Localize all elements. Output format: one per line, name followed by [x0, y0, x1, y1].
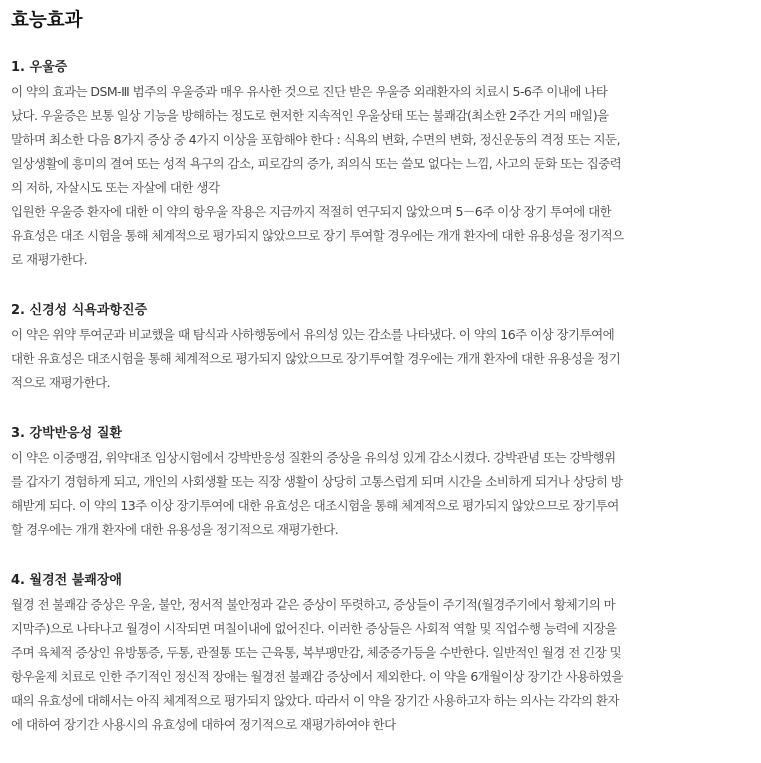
paragraph-line: 입원한 우울증 환자에 대한 이 약의 항우울 작용은 지금까지 적절히 연구되지 않았으며 5－6주 이상 장기 투여에 대한: [11, 204, 612, 219]
paragraph-line: 때의 유효성에 대해서는 아직 체계적으로 평가되지 않았다. 따라서 이 약을 장기간 사용하고자 하는 의사는 각각의 환자: [11, 693, 619, 708]
paragraph-line: 적으로 재평가한다.: [11, 375, 111, 390]
paragraph-line: 대한 유효성은 대조시험을 통해 체계적으로 평가되지 않았으므로 장기투여할 경우에는 개개 환자에 대한 유용성을 정기: [11, 351, 621, 366]
section-pmdd: [11, 569, 761, 737]
paragraph-line: 항우울제 치료로 인한 주기적인 정신적 장애는 월경전 불쾌감 증상에서 제외한다. 이 약을 6개월이상 장기간 사용하였을: [11, 669, 623, 684]
paragraph-line: 월경 전 불쾌감 증상은 우울, 불안, 정서적 불안정과 같은 증상이 뚜렷하고, 증상들이 주기적(월경주기에서 황체기의 마: [11, 597, 616, 612]
paragraph-line: 이 약은 위약 투여군과 비교했을 때 탐식과 사하행동에서 유의성 있는 감소를 나타냈다. 이 약의 16주 이상 장기투여에: [11, 327, 615, 342]
section-ocd: [11, 422, 761, 542]
paragraph-line: 일상생활에 흥미의 결여 또는 성적 욕구의 감소, 피로감의 증가, 죄의식 또는 쓸모 없다는 느낌, 사고의 둔화 또는 집중력: [11, 156, 622, 171]
section-heading: 3. 강박반응성 질환: [11, 426, 122, 441]
paragraph-line: 났다. 우울증은 보통 일상 기능을 방해하는 정도로 현저한 지속적인 우울상태 또는 불쾌감(최소한 2주간 거의 매일)을: [11, 108, 609, 123]
section-heading: 1. 우울증: [11, 60, 68, 75]
paragraph-line: 말하며 최소한 다음 8가지 증상 중 4가지 이상을 포함해야 한다 : 식욕의 변화, 수면의 변화, 정신운동의 격정 또는 지둔,: [11, 132, 620, 147]
section-heading: 4. 월경전 불쾌장애: [11, 573, 122, 588]
paragraph-line: 할 경우에는 개개 환자에 대한 유용성을 정기적으로 재평가한다.: [11, 522, 339, 537]
paragraph-line: 이 약의 효과는 DSM-Ⅲ 범주의 우울증과 매우 유사한 것으로 진단 받은 우울증 외래환자의 치료시 5-6주 이내에 나타: [11, 84, 608, 99]
page-title: 효능효과: [11, 10, 83, 31]
paragraph-line: 지막주)으로 나타나고 월경이 시작되면 며칠이내에 없어진다. 이러한 증상들은 사회적 역할 및 직업수행 능력에 지장을: [11, 621, 617, 636]
paragraph-line: 이 약은 이중맹검, 위약대조 임상시험에서 강박반응성 질환의 증상을 유의성 있게 감소시켰다. 강박관념 또는 강박행위: [11, 450, 616, 465]
section-depression: [11, 56, 761, 272]
paragraph-line: 해받게 되다. 이 약의 13주 이상 장기투여에 대한 유효성은 대조시험을 통해 체계적으로 평가되지 않았으므로 장기투여: [11, 498, 619, 513]
paragraph-line: 로 재평가한다.: [11, 252, 87, 267]
section-bulimia: [11, 299, 761, 395]
paragraph-line: 주며 육체적 증상인 유방통증, 두통, 관절통 또는 근육통, 복부팽만감, 체중증가등을 수반한다. 일반적인 월경 전 긴장 및: [11, 645, 622, 660]
paragraph-line: 를 갑자기 경험하게 되고, 개인의 사회생활 또는 직장 생활이 상당히 고통스럽게 되며 시간을 소비하게 되거나 상당히 방: [11, 474, 623, 489]
paragraph-line: 에 대하여 장기간 사용시의 유효성에 대하여 정기적으로 재평가하여야 한다: [11, 717, 396, 732]
paragraph-line: 의 저하, 자살시도 또는 자살에 대한 생각: [11, 180, 220, 195]
paragraph-line: 유효성은 대조 시험을 통해 체계적으로 평가되지 않았으므로 장기 투여할 경우에는 개개 환자에 대한 유용성을 정기적으: [11, 228, 624, 243]
section-heading: 2. 신경성 식욕과항진증: [11, 303, 148, 318]
